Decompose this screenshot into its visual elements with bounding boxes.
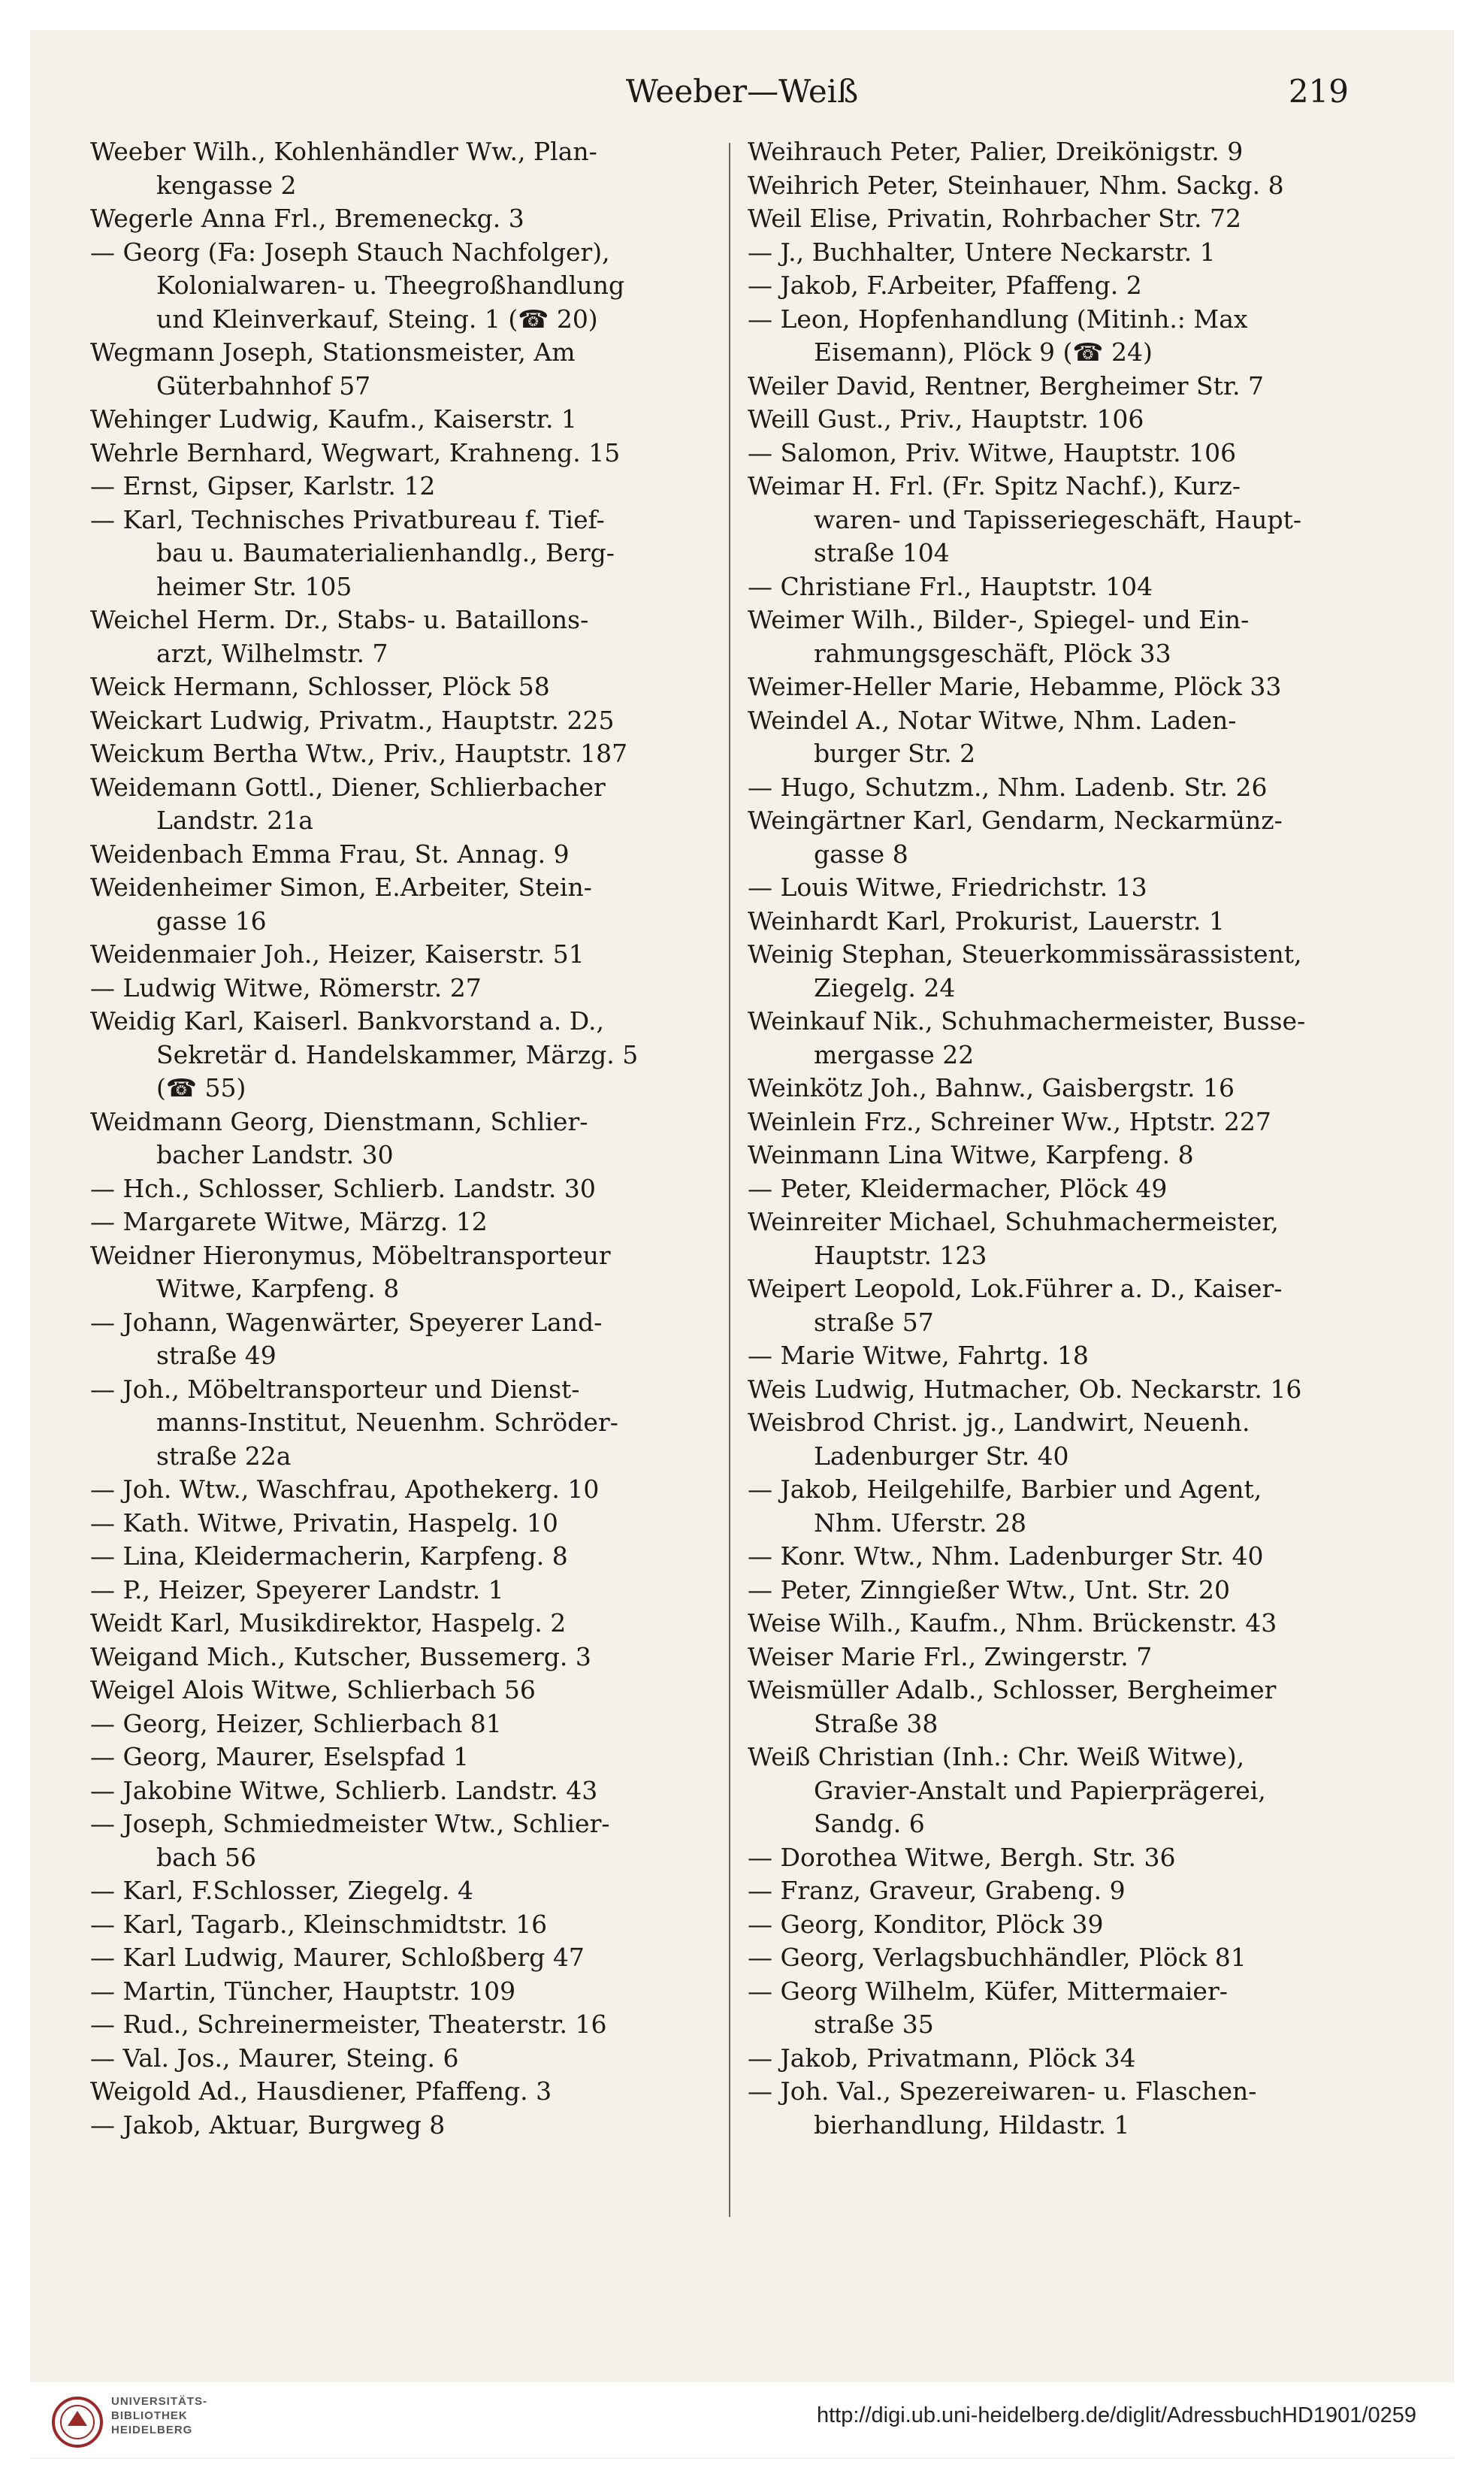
directory-entry	[90, 1774, 729, 1808]
directory-entry	[748, 938, 1394, 1005]
entry-line: — Joh. Val., Spezereiwaren- u. Flaschen-	[748, 2076, 1257, 2106]
directory-entry	[748, 670, 1394, 704]
entry-continuation-line: Kolonialwaren- u. Theegroßhandlung	[156, 271, 625, 300]
entry-line: — Joh. Wtw., Waschfrau, Apothekerg. 10	[90, 1474, 600, 1504]
entry-line: Wehrle Bernhard, Wegwart, Krahneng. 15	[90, 437, 621, 467]
entry-line: Weihrich Peter, Steinhauer, Nhm. Sackg. 8	[748, 170, 1284, 200]
entry-line: — P., Heizer, Speyerer Landstr. 1	[90, 1574, 504, 1604]
directory-entry	[748, 1373, 1394, 1407]
directory-entry	[748, 905, 1394, 939]
entry-line: — Joh., Möbeltransporteur und Dienst-	[90, 1374, 580, 1404]
entry-line: Weinig Stephan, Steuerkommissärassistent,	[748, 939, 1302, 969]
directory-entry	[748, 2075, 1394, 2142]
directory-entry	[748, 1975, 1394, 2042]
library-logo-text	[111, 2394, 207, 2437]
directory-entry	[90, 202, 729, 236]
entry-continuation-line: straße 104	[814, 538, 950, 567]
directory-entry	[748, 771, 1394, 805]
entry-line: — Georg, Konditor, Plöck 39	[748, 1909, 1104, 1939]
entry-line: Weinmann Lina Witwe, Karpfeng. 8	[748, 1140, 1194, 1169]
entry-line: Weil Elise, Privatin, Rohrbacher Str. 72	[748, 204, 1241, 233]
entry-line: — Jakob, Heilgehilfe, Barbier und Agent,	[748, 1474, 1262, 1504]
entry-line: Weidmann Georg, Dienstmann, Schlier-	[90, 1106, 588, 1136]
directory-entry	[90, 236, 729, 337]
directory-entry	[748, 1941, 1394, 1975]
directory-entry	[748, 1072, 1394, 1105]
directory-entry	[748, 1607, 1394, 1641]
entry-line: Weidenmaier Joh., Heizer, Kaiserstr. 51	[90, 939, 585, 969]
entry-line: — Karl, F.Schlosser, Ziegelg. 4	[90, 1876, 473, 1905]
directory-entry	[90, 470, 729, 504]
entry-continuation-line: bierhandlung, Hildastr. 1	[814, 2109, 1130, 2140]
directory-entry	[90, 2075, 729, 2109]
directory-entry	[90, 336, 729, 403]
entry-continuation-line: waren- und Tapisseriegeschäft, Haupt-	[814, 504, 1301, 534]
running-title: Weeber—Weiß	[625, 73, 859, 110]
entry-line: Weidenheimer Simon, E.Arbeiter, Stein-	[90, 873, 592, 902]
entry-continuation-line: burger Str. 2	[814, 739, 976, 768]
entry-line: Weiser Marie Frl., Zwingerstr. 7	[748, 1641, 1153, 1671]
entry-continuation-line: rahmungsgeschäft, Plöck 33	[814, 638, 1171, 668]
entry-continuation-line: arzt, Wilhelmstr. 7	[156, 638, 388, 668]
entry-line: — Hugo, Schutzm., Nhm. Ladenb. Str. 26	[748, 772, 1268, 802]
directory-entry	[748, 1540, 1394, 1574]
directory-entry	[748, 169, 1394, 203]
directory-entry	[90, 1239, 729, 1306]
entry-line: Weindel A., Notar Witwe, Nhm. Laden-	[748, 705, 1237, 735]
entry-line: Weick Hermann, Schlosser, Plöck 58	[90, 672, 550, 701]
entry-continuation-line: straße 49	[156, 1341, 277, 1370]
page-header	[30, 64, 1454, 116]
directory-entry	[748, 1205, 1394, 1272]
directory-entry	[90, 1005, 729, 1105]
directory-entry	[748, 1574, 1394, 1607]
entry-line: Weimar H. Frl. (Fr. Spitz Nachf.), Kurz-	[748, 471, 1241, 501]
entry-line: — Georg, Verlagsbuchhändler, Plöck 81	[748, 1943, 1247, 1972]
entry-line: — J., Buchhalter, Untere Neckarstr. 1	[748, 237, 1216, 267]
entry-continuation-line: Sandg. 6	[814, 1809, 925, 1838]
entry-continuation-line: Straße 38	[814, 1708, 938, 1738]
entry-line: — Karl, Technisches Privatbureau f. Tief-	[90, 504, 605, 534]
directory-entry	[90, 1540, 729, 1574]
directory-entry	[90, 2109, 729, 2143]
directory-entry	[90, 1373, 729, 1474]
entry-line: — Joseph, Schmiedmeister Wtw., Schlier-	[90, 1809, 610, 1838]
entry-line: — Peter, Kleidermacher, Plöck 49	[748, 1173, 1168, 1203]
entry-line: — Georg, Maurer, Eselspfad 1	[90, 1742, 469, 1771]
entry-continuation-line: Witwe, Karpfeng. 8	[156, 1274, 400, 1303]
entry-line: Weinreiter Michael, Schuhmachermeister,	[748, 1207, 1279, 1236]
entry-line: Weidig Karl, Kaiserl. Bankvorstand a. D.,	[90, 1006, 605, 1036]
entry-line: — Martin, Tüncher, Hauptstr. 109	[90, 1976, 516, 2006]
logo-line-2: BIBLIOTHEK	[111, 2409, 188, 2422]
entry-line: — Jakob, F.Arbeiter, Pfaffeng. 2	[748, 271, 1142, 300]
entry-line: Weismüller Adalb., Schlosser, Bergheimer	[748, 1675, 1277, 1704]
entry-continuation-line: manns-Institut, Neuenhm. Schröder-	[156, 1408, 618, 1437]
directory-entry	[90, 1306, 729, 1373]
left-column	[90, 135, 729, 2142]
directory-entry	[748, 2042, 1394, 2076]
entry-continuation-line: Gravier-Anstalt und Papierprägerei,	[814, 1775, 1266, 1805]
directory-entry	[748, 704, 1394, 771]
directory-entry	[90, 1205, 729, 1239]
directory-entry	[90, 704, 729, 738]
entry-line: — Karl, Tagarb., Kleinschmidtstr. 16	[90, 1909, 548, 1939]
entry-line: — Karl Ludwig, Maurer, Schloßberg 47	[90, 1943, 585, 1972]
scanned-page	[30, 30, 1454, 2459]
entry-line: — Lina, Kleidermacherin, Karpfeng. 8	[90, 1541, 568, 1571]
source-url-link[interactable]: http://digi.ub.uni-heidelberg.de/diglit/AdressbuchHD1901/0259	[816, 2403, 1416, 2427]
entry-line: Weill Gust., Priv., Hauptstr. 106	[748, 404, 1144, 434]
directory-entry	[90, 938, 729, 972]
directory-entry	[748, 236, 1394, 270]
entry-continuation-line: straße 22a	[156, 1441, 292, 1471]
entry-line: Weidemann Gottl., Diener, Schlierbacher	[90, 772, 606, 802]
entry-line: — Dorothea Witwe, Bergh. Str. 36	[748, 1842, 1176, 1872]
page-number: 219	[1288, 73, 1349, 110]
entry-line: — Marie Witwe, Fahrtg. 18	[748, 1341, 1089, 1370]
entry-line: — Peter, Zinngießer Wtw., Unt. Str. 20	[748, 1574, 1230, 1604]
entry-line: Weidner Hieronymus, Möbeltransporteur	[90, 1240, 611, 1270]
entry-line: Weingärtner Karl, Gendarm, Neckarmünz-	[748, 806, 1283, 835]
directory-entry	[748, 603, 1394, 670]
entry-continuation-line: kengasse 2	[156, 170, 297, 200]
directory-entry	[90, 838, 729, 872]
directory-entry	[748, 303, 1394, 370]
entry-line: Weipert Leopold, Lok.Führer a. D., Kaiser-	[748, 1274, 1283, 1303]
directory-entry	[90, 135, 729, 202]
entry-continuation-line: Sekretär d. Handelskammer, Märzg. 5	[156, 1039, 639, 1069]
directory-entry	[748, 1339, 1394, 1373]
entry-line: Weinkauf Nik., Schuhmachermeister, Busse-	[748, 1006, 1306, 1036]
directory-entry	[90, 871, 729, 938]
entry-continuation-line: Eisemann), Plöck 9 (☎ 24)	[814, 337, 1153, 367]
entry-line: Weidenbach Emma Frau, St. Annag. 9	[90, 839, 570, 869]
entry-line: Weimer-Heller Marie, Hebamme, Plöck 33	[748, 672, 1282, 701]
entry-continuation-line: gasse 8	[814, 839, 908, 869]
directory-entry	[90, 1941, 729, 1975]
entry-line: Weigand Mich., Kutscher, Bussemerg. 3	[90, 1641, 591, 1671]
directory-entry	[748, 370, 1394, 404]
entry-line: — Jakob, Privatmann, Plöck 34	[748, 2043, 1136, 2073]
directory-entry	[748, 1874, 1394, 1908]
column-divider	[729, 143, 730, 2217]
directory-entry	[90, 1574, 729, 1607]
entry-line: — Christiane Frl., Hauptstr. 104	[748, 571, 1153, 601]
directory-entry	[90, 504, 729, 604]
entry-line: — Georg, Heizer, Schlierbach 81	[90, 1708, 502, 1738]
entry-line: — Salomon, Priv. Witwe, Hauptstr. 106	[748, 437, 1237, 467]
directory-entry	[748, 1139, 1394, 1172]
directory-entry	[748, 135, 1394, 169]
entry-continuation-line: und Kleinverkauf, Steing. 1 (☎ 20)	[156, 304, 598, 334]
entry-continuation-line: mergasse 22	[814, 1039, 975, 1069]
logo-line-1: UNIVERSITÄTS-	[111, 2395, 208, 2408]
entry-continuation-line: Güterbahnhof 57	[156, 370, 371, 401]
entry-line: Weiß Christian (Inh.: Chr. Weiß Witwe),	[748, 1742, 1245, 1771]
university-seal-icon	[51, 2396, 104, 2448]
entry-line: — Georg (Fa: Joseph Stauch Nachfolger),	[90, 237, 610, 267]
directory-entry	[748, 437, 1394, 470]
directory-entry	[90, 1172, 729, 1206]
directory-entry	[90, 1874, 729, 1908]
entry-line: — Franz, Graveur, Grabeng. 9	[748, 1876, 1126, 1905]
entry-line: Weimer Wilh., Bilder-, Spiegel- und Ein-	[748, 605, 1250, 634]
directory-entry	[90, 403, 729, 437]
entry-line: Weinlein Frz., Schreiner Ww., Hptstr. 227	[748, 1106, 1271, 1136]
directory-entry	[90, 771, 729, 838]
entry-continuation-line: Nhm. Uferstr. 28	[814, 1508, 1027, 1538]
entry-line: — Jakob, Aktuar, Burgweg 8	[90, 2109, 446, 2140]
entry-continuation-line: bacher Landstr. 30	[156, 1140, 394, 1169]
directory-entry	[748, 403, 1394, 437]
directory-entry	[90, 603, 729, 670]
entry-line: Weise Wilh., Kaufm., Nhm. Brückenstr. 43	[748, 1608, 1277, 1638]
entry-line: Weis Ludwig, Hutmacher, Ob. Neckarstr. 16	[748, 1374, 1302, 1404]
entry-continuation-line: Hauptstr. 123	[814, 1240, 987, 1270]
directory-entry	[90, 670, 729, 704]
entry-line: — Georg Wilhelm, Küfer, Mittermaier-	[748, 1976, 1228, 2006]
directory-entry	[90, 1641, 729, 1674]
entry-line: Weigold Ad., Hausdiener, Pfaffeng. 3	[90, 2076, 552, 2106]
directory-entry	[748, 570, 1394, 604]
entry-line: Weickum Bertha Wtw., Priv., Hauptstr. 187	[90, 739, 628, 768]
entry-continuation-line: bau u. Baumaterialienhandlg., Berg-	[156, 538, 615, 567]
entry-line: — Johann, Wagenwärter, Speyerer Land-	[90, 1307, 603, 1337]
directory-entry	[748, 1841, 1394, 1875]
entry-line: — Hch., Schlosser, Schlierb. Landstr. 30	[90, 1173, 596, 1203]
directory-entry	[748, 1473, 1394, 1540]
entry-line: — Kath. Witwe, Privatin, Haspelg. 10	[90, 1508, 558, 1538]
entry-line: Wegmann Joseph, Stationsmeister, Am	[90, 337, 576, 367]
entry-continuation-line: straße 57	[814, 1307, 934, 1337]
directory-entry	[748, 1674, 1394, 1740]
directory-entry	[90, 1975, 729, 2009]
directory-entry	[90, 1105, 729, 1172]
entry-continuation-line: (☎ 55)	[156, 1073, 246, 1102]
directory-entry	[748, 871, 1394, 905]
entry-continuation-line: heimer Str. 105	[156, 571, 352, 601]
entry-line: — Ludwig Witwe, Römerstr. 27	[90, 972, 482, 1003]
directory-entry	[748, 1105, 1394, 1139]
directory-entry	[748, 269, 1394, 303]
directory-entry	[90, 437, 729, 470]
directory-entry	[90, 1908, 729, 1942]
directory-entry	[90, 972, 729, 1006]
entry-line: Weiler David, Rentner, Bergheimer Str. 7	[748, 370, 1264, 401]
directory-entry	[90, 1674, 729, 1707]
entry-line: — Margarete Witwe, Märzg. 12	[90, 1207, 488, 1236]
directory-entry	[90, 1740, 729, 1774]
entry-line: Weinkötz Joh., Bahnw., Gaisbergstr. 16	[748, 1073, 1235, 1102]
logo-line-3: HEIDELBERG	[111, 2424, 193, 2436]
footer-bar	[30, 2382, 1454, 2457]
entry-continuation-line: straße 35	[814, 2010, 934, 2039]
directory-entry	[90, 737, 729, 771]
directory-entry	[748, 1740, 1394, 1841]
entry-line: Weigel Alois Witwe, Schlierbach 56	[90, 1675, 536, 1704]
directory-entry	[748, 1406, 1394, 1473]
entry-line: — Val. Jos., Maurer, Steing. 6	[90, 2043, 459, 2073]
directory-entry	[748, 1172, 1394, 1206]
entry-continuation-line: gasse 16	[156, 906, 267, 936]
entry-line: — Jakobine Witwe, Schlierb. Landstr. 43	[90, 1775, 598, 1805]
entry-line: Weeber Wilh., Kohlenhändler Ww., Plan-	[90, 137, 597, 166]
entry-line: Weinhardt Karl, Prokurist, Lauerstr. 1	[748, 906, 1225, 936]
entry-line: Weisbrod Christ. jg., Landwirt, Neuenh.	[748, 1408, 1250, 1437]
directory-entry	[90, 2042, 729, 2076]
directory-entry	[90, 2008, 729, 2042]
entry-continuation-line: Ziegelg. 24	[814, 972, 956, 1003]
directory-entry	[748, 202, 1394, 236]
entry-line: Weickart Ludwig, Privatm., Hauptstr. 225	[90, 705, 615, 735]
entry-line: — Ernst, Gipser, Karlstr. 12	[90, 471, 436, 501]
directory-entry	[90, 1507, 729, 1541]
entry-line: — Rud., Schreinermeister, Theaterstr. 16	[90, 2010, 607, 2039]
entry-continuation-line: Landstr. 21a	[156, 806, 313, 835]
entry-line: Weichel Herm. Dr., Stabs- u. Bataillons-	[90, 605, 589, 634]
entry-line: Wegerle Anna Frl., Bremeneckg. 3	[90, 204, 524, 233]
directory-entry	[748, 1005, 1394, 1072]
entry-continuation-line: bach 56	[156, 1842, 257, 1872]
entry-line: Weihrauch Peter, Palier, Dreikönigstr. 9	[748, 137, 1244, 166]
directory-entry	[90, 1807, 729, 1874]
directory-entry	[748, 470, 1394, 570]
directory-entry	[90, 1473, 729, 1507]
directory-entry	[90, 1607, 729, 1641]
entry-line: — Konr. Wtw., Nhm. Ladenburger Str. 40	[748, 1541, 1264, 1571]
directory-entry	[748, 1641, 1394, 1674]
directory-entry	[748, 1272, 1394, 1339]
right-column	[748, 135, 1394, 2142]
entry-line: — Leon, Hopfenhandlung (Mitinh.: Max	[748, 304, 1248, 334]
directory-entry	[748, 1908, 1394, 1942]
directory-entry	[90, 1707, 729, 1741]
entry-line: Weidt Karl, Musikdirektor, Haspelg. 2	[90, 1608, 567, 1638]
directory-entry	[748, 804, 1394, 871]
entry-line: Wehinger Ludwig, Kaufm., Kaiserstr. 1	[90, 404, 577, 434]
entry-line: — Louis Witwe, Friedrichstr. 13	[748, 873, 1147, 902]
entry-continuation-line: Ladenburger Str. 40	[814, 1441, 1069, 1471]
